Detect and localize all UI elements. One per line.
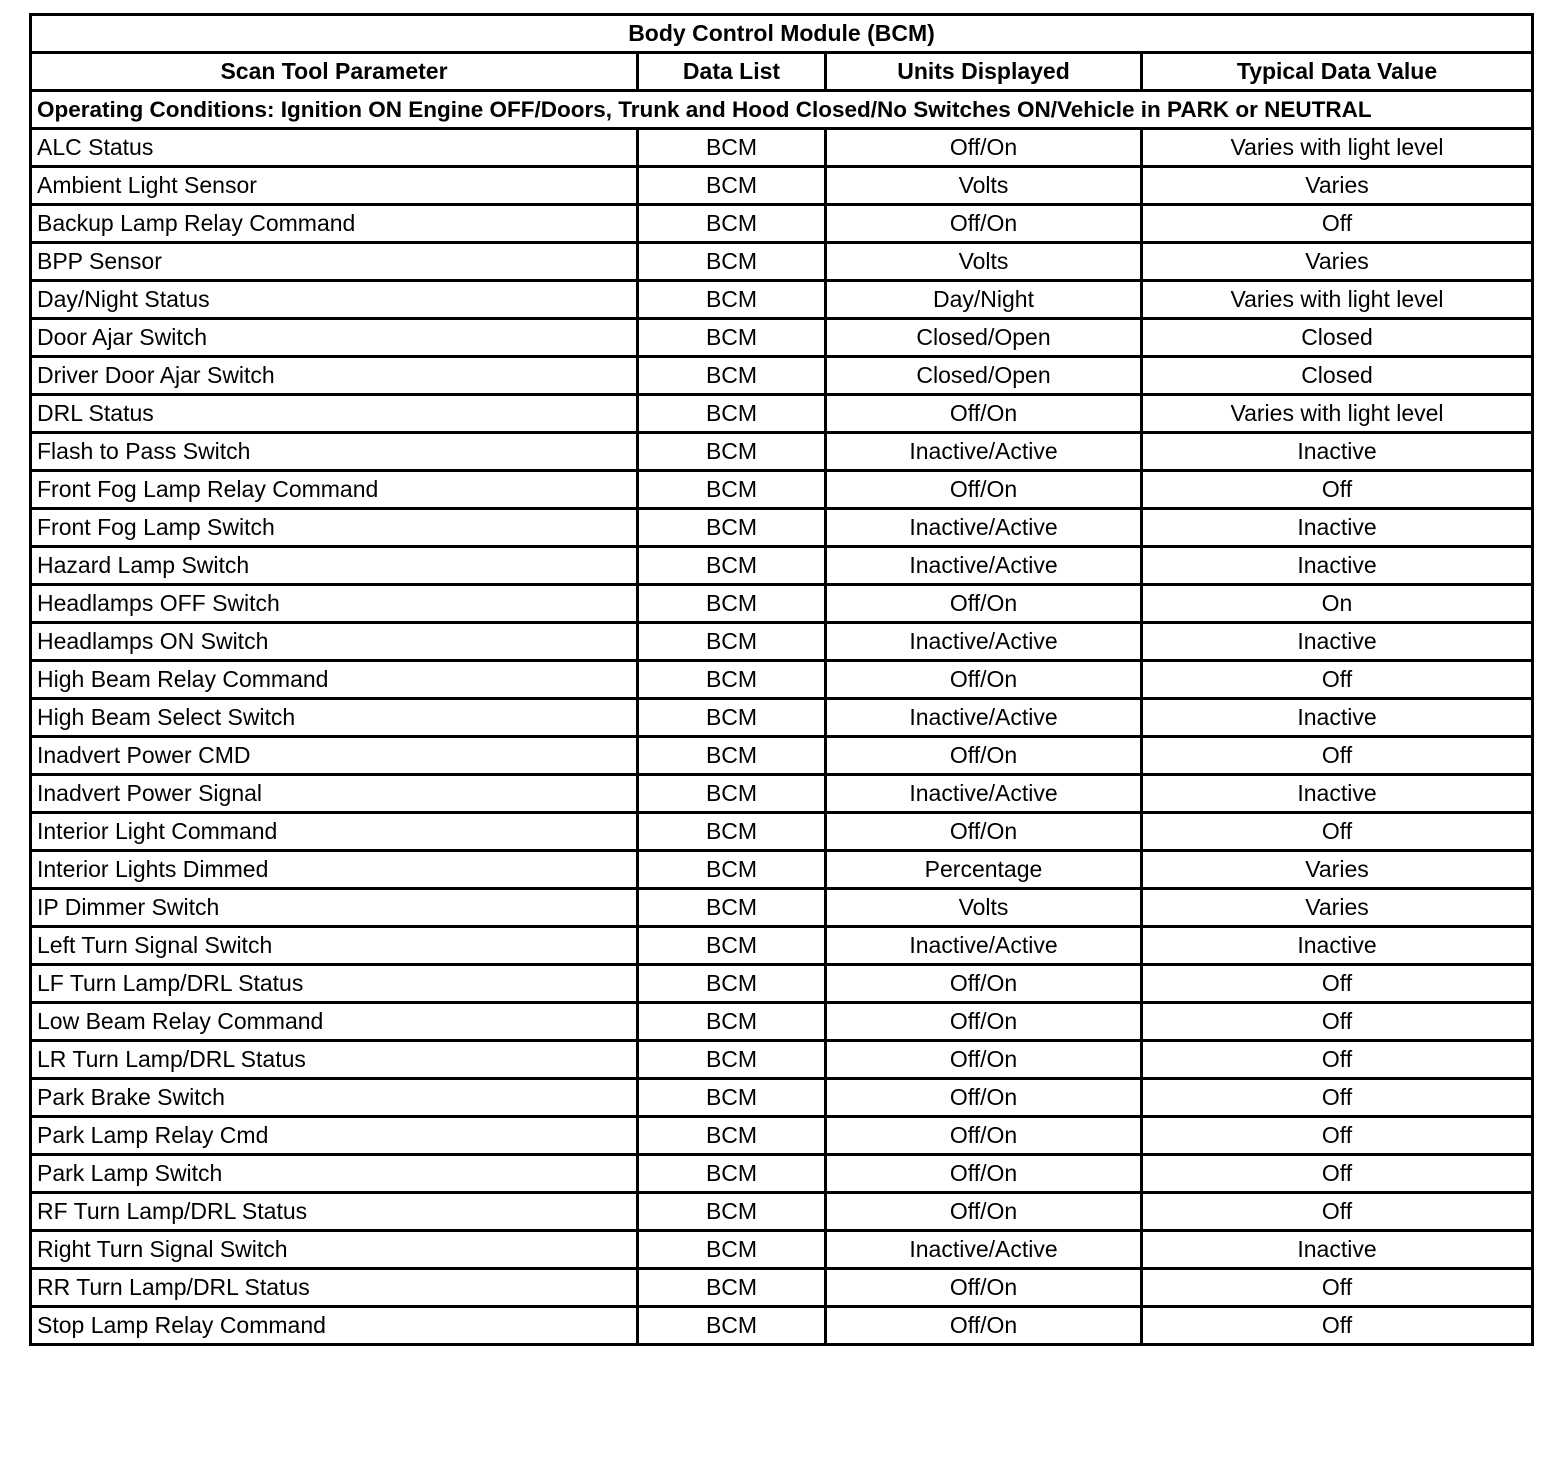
cell-data-list: BCM <box>638 889 826 927</box>
table-row <box>31 699 1533 737</box>
cell-typical-value: Varies with light level <box>1142 281 1533 319</box>
cell-typical-value: Inactive <box>1142 1231 1533 1269</box>
cell-units: Off/On <box>826 471 1142 509</box>
cell-parameter: Flash to Pass Switch <box>31 433 638 471</box>
cell-data-list: BCM <box>638 167 826 205</box>
table-row <box>31 775 1533 813</box>
table-row <box>31 1307 1533 1345</box>
cell-units: Off/On <box>826 965 1142 1003</box>
table-row <box>31 1231 1533 1269</box>
table-row <box>31 509 1533 547</box>
cell-data-list: BCM <box>638 1117 826 1155</box>
table-row <box>31 319 1533 357</box>
cell-typical-value: Varies <box>1142 167 1533 205</box>
cell-units: Closed/Open <box>826 357 1142 395</box>
cell-parameter: RR Turn Lamp/DRL Status <box>31 1269 638 1307</box>
cell-data-list: BCM <box>638 1041 826 1079</box>
cell-units: Off/On <box>826 813 1142 851</box>
cell-units: Inactive/Active <box>826 547 1142 585</box>
operating-conditions-row <box>31 91 1533 129</box>
table-row <box>31 547 1533 585</box>
table-title: Body Control Module (BCM) <box>31 15 1533 53</box>
table-row <box>31 243 1533 281</box>
cell-units: Day/Night <box>826 281 1142 319</box>
cell-typical-value: Closed <box>1142 357 1533 395</box>
cell-units: Volts <box>826 167 1142 205</box>
cell-units: Off/On <box>826 1079 1142 1117</box>
cell-data-list: BCM <box>638 1307 826 1345</box>
cell-units: Closed/Open <box>826 319 1142 357</box>
cell-parameter: Inadvert Power CMD <box>31 737 638 775</box>
table-title-row <box>31 15 1533 53</box>
cell-typical-value: Closed <box>1142 319 1533 357</box>
bcm-data-table <box>29 13 1534 1346</box>
cell-typical-value: Inactive <box>1142 547 1533 585</box>
cell-parameter: Interior Light Command <box>31 813 638 851</box>
cell-data-list: BCM <box>638 1003 826 1041</box>
table-row <box>31 1193 1533 1231</box>
table-row <box>31 889 1533 927</box>
cell-data-list: BCM <box>638 1079 826 1117</box>
table-row <box>31 471 1533 509</box>
cell-typical-value: Varies <box>1142 851 1533 889</box>
cell-units: Off/On <box>826 1193 1142 1231</box>
cell-parameter: Day/Night Status <box>31 281 638 319</box>
cell-parameter: Park Lamp Switch <box>31 1155 638 1193</box>
cell-data-list: BCM <box>638 395 826 433</box>
cell-typical-value: Off <box>1142 1079 1533 1117</box>
cell-parameter: Headlamps ON Switch <box>31 623 638 661</box>
cell-parameter: High Beam Relay Command <box>31 661 638 699</box>
cell-typical-value: Off <box>1142 1041 1533 1079</box>
cell-units: Off/On <box>826 129 1142 167</box>
table-row <box>31 585 1533 623</box>
cell-typical-value: Off <box>1142 1193 1533 1231</box>
cell-data-list: BCM <box>638 965 826 1003</box>
table-header-row <box>31 53 1533 91</box>
header-scan-tool-parameter: Scan Tool Parameter <box>31 53 638 91</box>
cell-units: Off/On <box>826 1041 1142 1079</box>
table-row <box>31 851 1533 889</box>
cell-data-list: BCM <box>638 319 826 357</box>
cell-parameter: LF Turn Lamp/DRL Status <box>31 965 638 1003</box>
cell-typical-value: Varies <box>1142 243 1533 281</box>
table-row <box>31 813 1533 851</box>
cell-typical-value: Off <box>1142 813 1533 851</box>
cell-parameter: IP Dimmer Switch <box>31 889 638 927</box>
cell-parameter: Headlamps OFF Switch <box>31 585 638 623</box>
cell-typical-value: Off <box>1142 1003 1533 1041</box>
cell-parameter: ALC Status <box>31 129 638 167</box>
table-row <box>31 1269 1533 1307</box>
cell-units: Volts <box>826 243 1142 281</box>
cell-typical-value: Off <box>1142 205 1533 243</box>
cell-data-list: BCM <box>638 1193 826 1231</box>
cell-typical-value: Off <box>1142 1307 1533 1345</box>
cell-units: Inactive/Active <box>826 433 1142 471</box>
cell-data-list: BCM <box>638 699 826 737</box>
cell-typical-value: Inactive <box>1142 509 1533 547</box>
cell-typical-value: Inactive <box>1142 623 1533 661</box>
cell-parameter: Hazard Lamp Switch <box>31 547 638 585</box>
cell-parameter: Inadvert Power Signal <box>31 775 638 813</box>
cell-typical-value: Inactive <box>1142 775 1533 813</box>
cell-parameter: Interior Lights Dimmed <box>31 851 638 889</box>
cell-data-list: BCM <box>638 851 826 889</box>
cell-typical-value: Varies with light level <box>1142 129 1533 167</box>
cell-units: Off/On <box>826 205 1142 243</box>
table-row <box>31 1117 1533 1155</box>
cell-data-list: BCM <box>638 737 826 775</box>
cell-parameter: Ambient Light Sensor <box>31 167 638 205</box>
cell-typical-value: Varies <box>1142 889 1533 927</box>
cell-typical-value: Inactive <box>1142 433 1533 471</box>
cell-parameter: Driver Door Ajar Switch <box>31 357 638 395</box>
cell-units: Off/On <box>826 1003 1142 1041</box>
cell-typical-value: Varies with light level <box>1142 395 1533 433</box>
table-row <box>31 357 1533 395</box>
cell-parameter: RF Turn Lamp/DRL Status <box>31 1193 638 1231</box>
cell-typical-value: Off <box>1142 471 1533 509</box>
cell-parameter: Door Ajar Switch <box>31 319 638 357</box>
cell-data-list: BCM <box>638 243 826 281</box>
cell-units: Inactive/Active <box>826 699 1142 737</box>
cell-units: Off/On <box>826 1117 1142 1155</box>
cell-data-list: BCM <box>638 471 826 509</box>
table-body <box>31 129 1533 1345</box>
cell-typical-value: On <box>1142 585 1533 623</box>
cell-units: Off/On <box>826 661 1142 699</box>
cell-data-list: BCM <box>638 927 826 965</box>
header-typical-data-value: Typical Data Value <box>1142 53 1533 91</box>
table-row <box>31 433 1533 471</box>
cell-units: Inactive/Active <box>826 623 1142 661</box>
cell-parameter: Front Fog Lamp Relay Command <box>31 471 638 509</box>
table-row <box>31 965 1533 1003</box>
cell-parameter: Park Lamp Relay Cmd <box>31 1117 638 1155</box>
cell-parameter: BPP Sensor <box>31 243 638 281</box>
table-row <box>31 1079 1533 1117</box>
cell-units: Off/On <box>826 1269 1142 1307</box>
cell-parameter: Left Turn Signal Switch <box>31 927 638 965</box>
table-row <box>31 281 1533 319</box>
cell-typical-value: Off <box>1142 1269 1533 1307</box>
cell-units: Inactive/Active <box>826 1231 1142 1269</box>
cell-typical-value: Inactive <box>1142 699 1533 737</box>
table-row <box>31 395 1533 433</box>
cell-parameter: LR Turn Lamp/DRL Status <box>31 1041 638 1079</box>
cell-units: Inactive/Active <box>826 927 1142 965</box>
cell-parameter: Backup Lamp Relay Command <box>31 205 638 243</box>
cell-units: Inactive/Active <box>826 775 1142 813</box>
cell-parameter: Right Turn Signal Switch <box>31 1231 638 1269</box>
cell-data-list: BCM <box>638 1231 826 1269</box>
cell-data-list: BCM <box>638 661 826 699</box>
cell-units: Off/On <box>826 737 1142 775</box>
cell-units: Off/On <box>826 395 1142 433</box>
table-row <box>31 737 1533 775</box>
cell-data-list: BCM <box>638 281 826 319</box>
cell-typical-value: Off <box>1142 965 1533 1003</box>
table-row <box>31 1155 1533 1193</box>
cell-data-list: BCM <box>638 205 826 243</box>
cell-data-list: BCM <box>638 129 826 167</box>
cell-data-list: BCM <box>638 623 826 661</box>
table-row <box>31 661 1533 699</box>
cell-data-list: BCM <box>638 1269 826 1307</box>
cell-units: Off/On <box>826 1307 1142 1345</box>
cell-units: Off/On <box>826 585 1142 623</box>
cell-parameter: Front Fog Lamp Switch <box>31 509 638 547</box>
cell-typical-value: Inactive <box>1142 927 1533 965</box>
cell-data-list: BCM <box>638 585 826 623</box>
cell-data-list: BCM <box>638 433 826 471</box>
cell-typical-value: Off <box>1142 1155 1533 1193</box>
table-row <box>31 129 1533 167</box>
cell-data-list: BCM <box>638 357 826 395</box>
cell-typical-value: Off <box>1142 661 1533 699</box>
cell-units: Inactive/Active <box>826 509 1142 547</box>
cell-parameter: Low Beam Relay Command <box>31 1003 638 1041</box>
cell-parameter: Park Brake Switch <box>31 1079 638 1117</box>
table-row <box>31 623 1533 661</box>
cell-units: Off/On <box>826 1155 1142 1193</box>
table-row <box>31 1041 1533 1079</box>
cell-parameter: Stop Lamp Relay Command <box>31 1307 638 1345</box>
table-row <box>31 167 1533 205</box>
cell-parameter: DRL Status <box>31 395 638 433</box>
cell-data-list: BCM <box>638 775 826 813</box>
cell-data-list: BCM <box>638 813 826 851</box>
cell-units: Volts <box>826 889 1142 927</box>
cell-data-list: BCM <box>638 547 826 585</box>
cell-typical-value: Off <box>1142 737 1533 775</box>
header-units-displayed: Units Displayed <box>826 53 1142 91</box>
cell-parameter: High Beam Select Switch <box>31 699 638 737</box>
cell-typical-value: Off <box>1142 1117 1533 1155</box>
cell-data-list: BCM <box>638 509 826 547</box>
table-row <box>31 927 1533 965</box>
table-row <box>31 205 1533 243</box>
table-row <box>31 1003 1533 1041</box>
cell-units: Percentage <box>826 851 1142 889</box>
header-data-list: Data List <box>638 53 826 91</box>
cell-data-list: BCM <box>638 1155 826 1193</box>
operating-conditions: Operating Conditions: Ignition ON Engine OFF/Doors, Trunk and Hood Closed/No Switches ON/Vehicle in PARK or NEUTRAL <box>31 91 1533 129</box>
